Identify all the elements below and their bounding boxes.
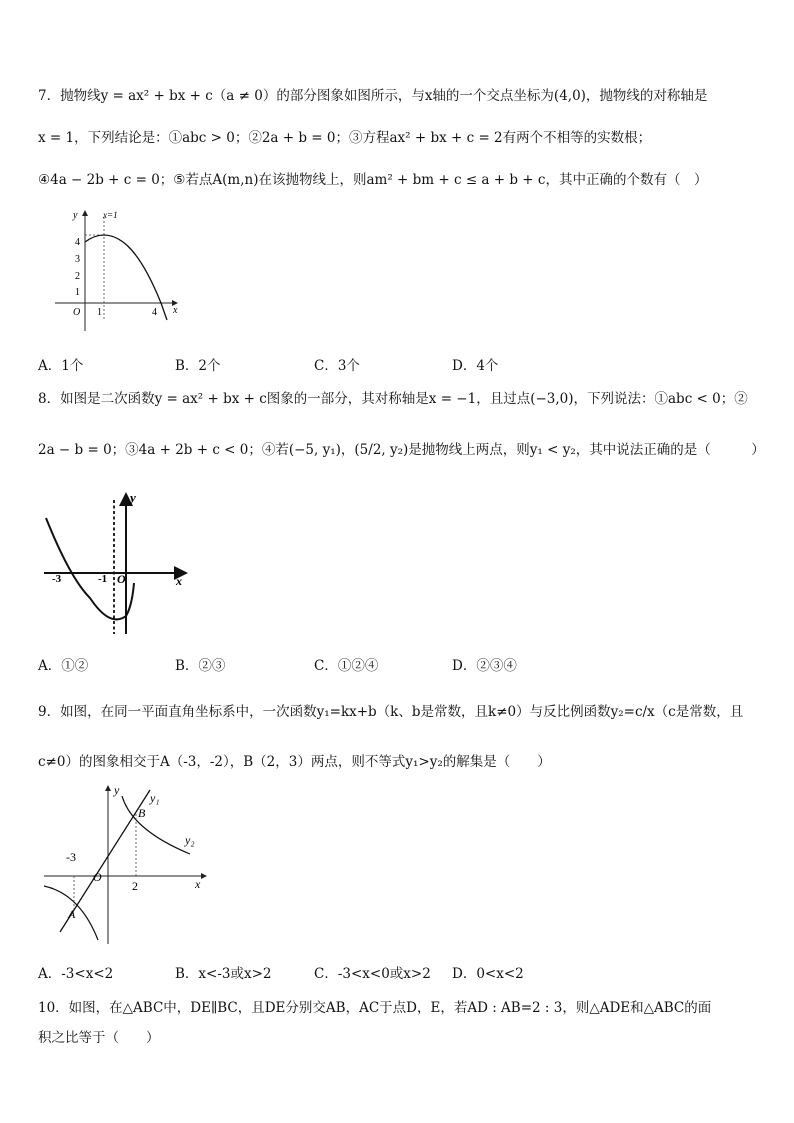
q7-axis-label: x=1 [103, 210, 118, 220]
q8-option-c[interactable]: C．①②④ [314, 658, 379, 674]
q9-option-c[interactable]: C．-3<x<0或x>2 [314, 966, 431, 982]
q7-option-a[interactable]: A．1个 [38, 358, 84, 374]
q9-line-1: 9．如图，在同一平面直角坐标系中，一次函数y₁=kx+b（k、b是常数，且k≠0）与反比例函数y₂=c/x（c是常数，且 [38, 704, 744, 720]
q7-y-label: y [73, 210, 78, 221]
q9-y-label: y [114, 783, 120, 797]
q9-graph [40, 782, 215, 947]
q9-x-label: x [195, 877, 201, 891]
q7-graph [55, 205, 190, 335]
q8-x-tick-neg1: -1 [98, 573, 108, 585]
q7-y-tick-4: 4 [75, 237, 80, 248]
q7-x-tick-1: 1 [97, 307, 102, 318]
q8-graph [40, 488, 190, 638]
q7-x-label: x [173, 305, 178, 316]
q9-x-tick-2: 2 [132, 879, 138, 893]
q7-option-d[interactable]: D．4个 [452, 358, 499, 374]
q8-x-label: x [176, 574, 182, 588]
q9-label-y1: y₁ [150, 791, 160, 805]
q7-line-2: x = 1，下列结论是：①abc > 0；②2a + b = 0；③方程ax² + bx + c = 2有两个不相等的实数根； [38, 130, 652, 146]
q7-option-b[interactable]: B．2个 [175, 358, 221, 374]
q9-point-b: B [138, 806, 146, 820]
q9-line-2: c≠0）的图象相交于A（-3，-2），B（2，3）两点，则不等式y₁>y₂的解集是（ ） [38, 754, 551, 770]
q9-option-d[interactable]: D．0<x<2 [452, 966, 524, 982]
q9-point-a: A [68, 907, 76, 921]
q7-line-1: 7．抛物线y = ax² + bx + c（a ≠ 0）的部分图象如图所示，与x轴的一个交点坐标为(4,0)，抛物线的对称轴是 [38, 88, 708, 104]
q9-option-b[interactable]: B．x<-3或x>2 [175, 966, 272, 982]
q8-option-d[interactable]: D．②③④ [452, 658, 517, 674]
q8-line-2: 2a − b = 0；③4a + 2b + c < 0；④若(−5, y₁)，(5/2, y₂)是抛物线上两点，则y₁ < y₂，其中说法正确的是（ ） [38, 442, 765, 458]
q9-label-y2: y₂ [185, 833, 195, 847]
q10-line-2: 积之比等于（ ） [38, 1030, 160, 1046]
q8-parabola [46, 518, 134, 619]
q7-y-tick-1: 1 [75, 287, 80, 298]
q8-option-b[interactable]: B．②③ [175, 658, 226, 674]
q9-option-a[interactable]: A．-3<x<2 [38, 966, 114, 982]
q8-y-label: y [130, 490, 136, 505]
q7-line-3: ④4a − 2b + c = 0；⑤若点A(m,n)在该抛物线上，则am² + bm + c ≤ a + b + c，其中正确的个数有（ ） [38, 172, 708, 188]
q9-x-tick-neg3: -3 [66, 850, 76, 864]
q7-y-tick-2: 2 [75, 271, 80, 282]
q7-option-c[interactable]: C．3个 [314, 358, 360, 374]
q7-x-tick-4: 4 [152, 307, 157, 318]
q9-origin: O [93, 870, 102, 884]
q7-origin: O [73, 307, 81, 318]
q7-y-tick-3: 3 [75, 254, 80, 265]
q8-line-1: 8．如图是二次函数y = ax² + bx + c图象的一部分，其对称轴是x = −1，且过点(−3,0)，下列说法：①abc < 0；② [38, 391, 748, 407]
q8-x-tick-neg3: -3 [52, 573, 62, 585]
q10-line-1: 10．如图，在△ABC中，DE∥BC，且DE分别交AB，AC于点D，E，若AD : AB=2 : 3，则△ADE和△ABC的面 [38, 1000, 712, 1016]
q8-origin: O [117, 572, 126, 586]
q8-option-a[interactable]: A．①② [38, 658, 89, 674]
